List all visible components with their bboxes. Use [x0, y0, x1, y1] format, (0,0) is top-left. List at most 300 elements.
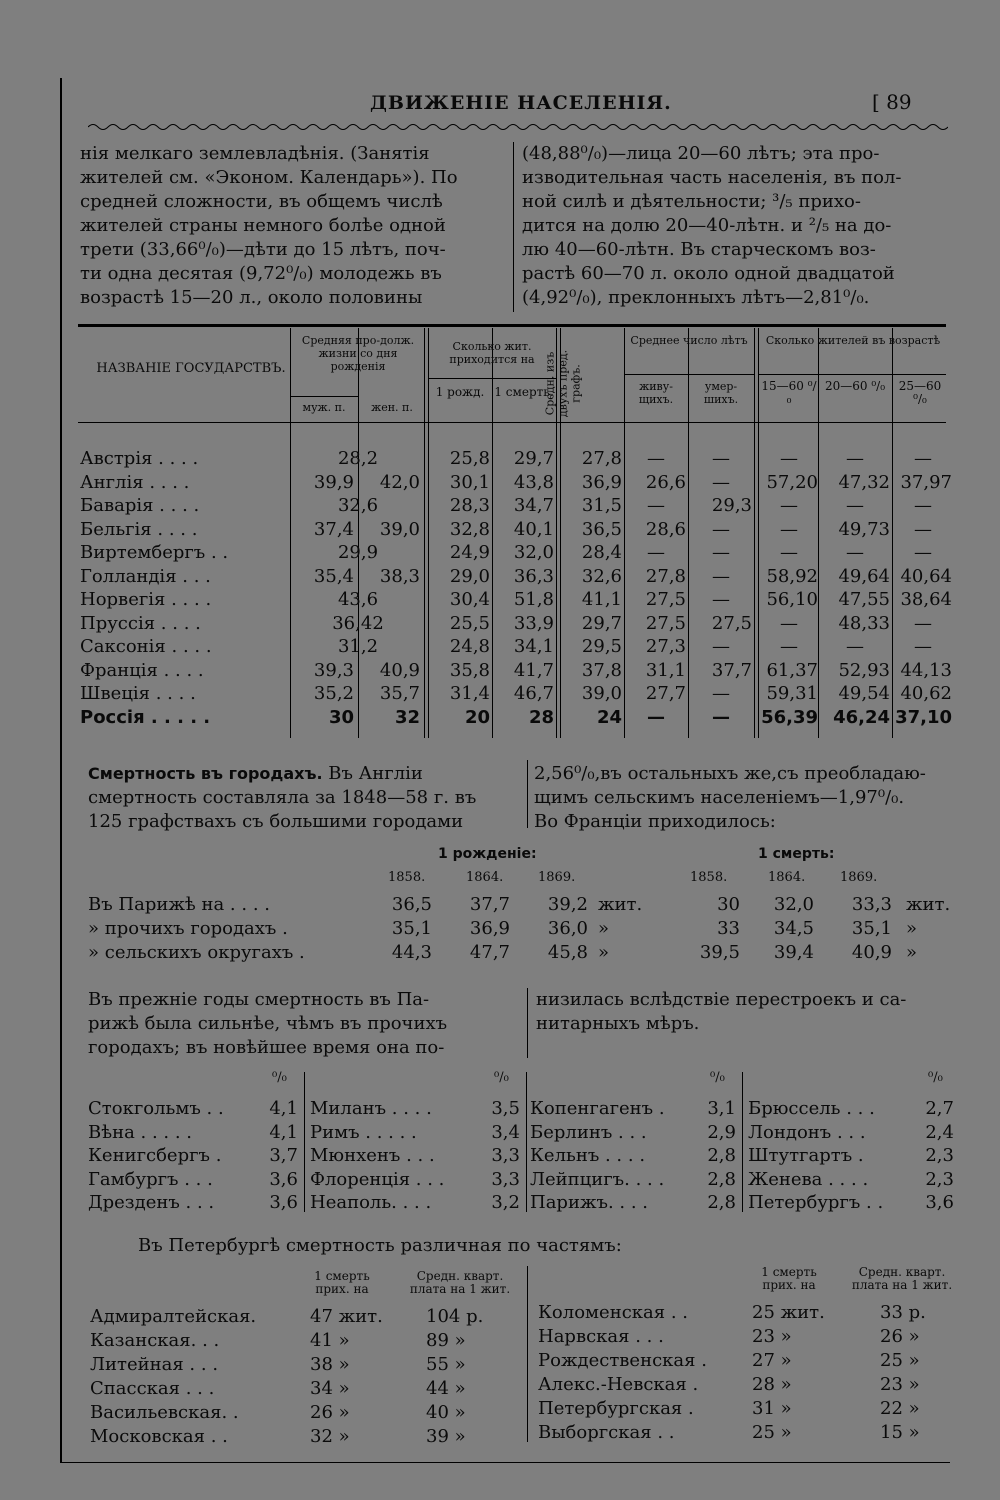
table-cell: 28	[528, 706, 554, 728]
table-cell: —	[712, 589, 730, 610]
city-rate: 3,4	[491, 1121, 520, 1143]
table-cell: »	[598, 918, 610, 939]
column-header-avg: Средн. изъ двухъ пред. графъ.	[543, 349, 583, 418]
table-cell: 61,37	[766, 659, 818, 681]
row-state-name: Баварія . . . .	[80, 495, 200, 516]
page-number: [ 89	[872, 90, 912, 114]
table-cell: 29,5	[581, 636, 622, 657]
mortality-left-column	[88, 762, 476, 834]
text-line: низилась вслѣдствіе перестроекъ и са-	[536, 989, 907, 1010]
table-cell: 36,0	[547, 918, 588, 939]
header-per-death: 1 смерть прих. на	[761, 1265, 817, 1292]
death-ratio: 38 »	[310, 1354, 350, 1375]
table-cell: —	[846, 495, 864, 516]
city-name: Миланъ . . . .	[310, 1098, 432, 1119]
table-cell: 33	[717, 918, 740, 939]
table-cell: 28,4	[581, 542, 622, 563]
column-divider	[513, 142, 514, 312]
rent-value: 40 »	[426, 1402, 466, 1423]
table-cell: 49,64	[838, 565, 890, 587]
text-line: щимъ сельскимъ населеніемъ—1,97⁰/₀.	[534, 787, 905, 808]
table-cell: 34,5	[773, 918, 814, 939]
table-cell: 46,7	[513, 683, 554, 704]
rent-value: 23 »	[880, 1374, 920, 1395]
table-cell: 31,1	[645, 659, 686, 681]
text-line: городахъ; въ новѣйшее время она по-	[88, 1037, 445, 1058]
cell-life-male: 39,9	[313, 471, 354, 493]
table-cell: 32,6	[581, 565, 622, 587]
text-line: дится на долю 20—40-лѣтн. и ²/₅ на до-	[522, 215, 892, 236]
row-label: Въ Парижѣ на . . . .	[88, 894, 270, 915]
table-cell: —	[846, 636, 864, 657]
text-line: ти одна десятая (9,72⁰/₀) молодежь въ	[80, 263, 442, 284]
death-ratio: 27 »	[752, 1350, 792, 1371]
table-cell: —	[712, 518, 730, 540]
table-cell: 25,5	[449, 612, 490, 634]
table-cell: 20	[464, 706, 490, 728]
city-name: Римъ . . . . .	[310, 1121, 417, 1143]
subheader-rule	[758, 374, 946, 375]
column-header-male: муж. п.	[302, 401, 346, 414]
table-cell: 37,8	[581, 659, 622, 681]
death-ratio: 23 »	[752, 1326, 792, 1347]
table-cell: 40,1	[513, 518, 554, 540]
table-column-line	[754, 328, 755, 738]
table-cell: 52,93	[838, 659, 890, 681]
table-cell: 26,6	[645, 471, 686, 493]
city-name: Женева . . . .	[748, 1168, 869, 1190]
row-state-name: Норвегія . . . .	[80, 589, 212, 610]
table-cell: 29,7	[513, 448, 554, 469]
table-cell: 27,5	[711, 612, 752, 634]
table-cell: жит.	[906, 894, 951, 915]
rent-value: 55 »	[426, 1354, 466, 1375]
table-cell: 41,7	[513, 659, 554, 681]
table-cell: 47,32	[838, 471, 890, 493]
city-name: Неаполь. . . .	[310, 1192, 432, 1213]
cell-life-combined: 29,9	[337, 542, 379, 563]
table-cell: 39,2	[547, 894, 588, 915]
table-cell: 48,33	[838, 612, 890, 634]
text-line: нія мелкаго землевладѣнія. (Занятія	[80, 143, 430, 164]
table-cell: —	[846, 448, 864, 469]
city-rate: 2,3	[925, 1145, 954, 1166]
text-line: ной силѣ и дѣятельности; ³/₅ прихо-	[522, 191, 861, 212]
cell-life-female: 39,0	[379, 518, 420, 540]
table-cell: жит.	[598, 894, 643, 915]
table-cell: 28,6	[645, 518, 686, 540]
row-label: » прочихъ городахъ .	[88, 918, 288, 939]
city-name: Мюнхенъ . . .	[310, 1145, 435, 1166]
city-rate: 2,8	[707, 1192, 736, 1213]
table-cell: —	[780, 495, 798, 516]
city-rate: 3,5	[491, 1098, 520, 1119]
city-rate: 2,4	[925, 1121, 954, 1143]
city-name: Брюссель . . .	[748, 1098, 875, 1119]
table-cell: 37,10	[895, 706, 952, 728]
city-rate: 3,7	[269, 1145, 298, 1166]
text-line: Въ прежніе годы смертность въ Па-	[88, 989, 430, 1010]
rent-value: 33 р.	[880, 1302, 926, 1323]
table-cell: —	[914, 636, 932, 657]
lead-heading: Смертность въ городахъ.	[88, 764, 323, 783]
table-cell: —	[780, 612, 798, 634]
subheader-rule	[428, 378, 556, 379]
text-line: рижѣ была сильнѣе, чѣмъ въ прочихъ	[88, 1013, 448, 1034]
cell-life-male: 37,4	[313, 518, 354, 540]
cell-life-female: 42,0	[379, 471, 420, 493]
column-header-life: Средняя про-долж. жизни со дня рожденія	[301, 334, 415, 373]
table-cell: 40,9	[851, 942, 892, 963]
table-cell: 34,7	[513, 495, 554, 516]
column-header-death: 1 смерть.	[494, 385, 554, 399]
paris-right-column	[536, 988, 906, 1036]
table-column-line	[424, 328, 425, 738]
table-cell: 31,5	[581, 495, 622, 516]
wavy-rule	[88, 122, 948, 132]
column-header-name: НАЗВАНІЕ ГОСУДАРСТВЪ.	[96, 361, 286, 376]
text-line	[88, 762, 476, 786]
table-cell: 49,54	[838, 683, 890, 704]
city-name: Вѣна . . . . .	[88, 1121, 193, 1143]
table-cell: 51,8	[513, 589, 554, 610]
table-cell: —	[712, 565, 730, 587]
column-header-age: Сколько жителей въ возрастѣ	[765, 334, 941, 347]
district-name: Алекс.-Невская .	[538, 1374, 699, 1395]
table-cell: 36,9	[469, 918, 510, 939]
header-death: 1 смерть:	[758, 846, 835, 862]
table-cell: 47,7	[469, 942, 510, 963]
year-label: 1869.	[840, 870, 878, 885]
column-header-female: жен. п.	[371, 401, 413, 414]
table-cell: 37,97	[900, 471, 952, 493]
table-cell: 45,8	[547, 942, 588, 963]
text-line: (48,88⁰/₀)—лица 20—60 лѣтъ; эта про-	[522, 143, 880, 164]
city-rate: 3,3	[491, 1168, 520, 1190]
rent-value: 39 »	[426, 1426, 466, 1447]
table-cell: 43,8	[513, 471, 554, 493]
table-cell: 38,64	[900, 589, 952, 610]
table-cell: 33,3	[851, 894, 892, 915]
rent-value: 26 »	[880, 1326, 920, 1347]
row-state-name: Франція . . . .	[80, 659, 204, 681]
row-state-name: Австрія . . . .	[80, 448, 199, 469]
city-name: Кельнъ . . . .	[530, 1145, 646, 1166]
district-name: Коломенская . .	[538, 1302, 688, 1323]
cell-life-female: 35,7	[379, 683, 420, 704]
cell-life-combined: 36,42	[332, 612, 384, 634]
row-state-name: Виртембергъ . .	[80, 542, 229, 563]
table-cell: 35,1	[851, 918, 892, 939]
table-cell: 30,4	[449, 589, 490, 610]
text-line: лю 40—60-лѣтн. Въ старческомъ воз-	[522, 239, 876, 260]
death-ratio: 41 »	[310, 1330, 350, 1351]
city-rate: 2,9	[707, 1121, 736, 1143]
text-line: возрастѣ 15—20 л., около половины	[80, 287, 423, 308]
table-cell: —	[780, 448, 798, 469]
percent-header: ⁰/₀	[494, 1070, 509, 1085]
row-state-name: Швеція . . . .	[80, 683, 196, 704]
city-rate: 4,1	[269, 1121, 298, 1143]
table-cell: 36,3	[513, 565, 554, 587]
cell-life-combined: 28,2	[337, 448, 379, 469]
column-header-15-60: 15—60 ⁰/₀	[761, 379, 817, 406]
cell-life-female: 38,3	[379, 565, 420, 587]
table-cell: 24,9	[449, 542, 490, 563]
table-cell: 36,9	[581, 471, 622, 493]
table-cell: 27,8	[645, 565, 686, 587]
rent-value: 15 »	[880, 1422, 920, 1443]
death-ratio: 31 »	[752, 1398, 792, 1419]
text-line: 2,56⁰/₀,въ остальныхъ же,съ преобладаю-	[534, 763, 926, 784]
table-column-line	[428, 328, 429, 738]
mortality-right-column	[534, 762, 926, 834]
table-cell: 40,64	[900, 565, 952, 587]
cell-life-female: 40,9	[379, 659, 420, 681]
district-name: Литейная . . .	[90, 1354, 219, 1375]
column-header-years: Среднее число лѣтъ	[630, 334, 748, 347]
table-column-line	[624, 328, 625, 738]
district-name: Выборгская . .	[538, 1422, 675, 1443]
table-cell: 40,62	[900, 683, 952, 704]
table-cell: 31,4	[449, 683, 490, 704]
year-label: 1869.	[538, 870, 576, 885]
table-cell: »	[906, 918, 918, 939]
table-cell: 30,1	[449, 471, 490, 493]
header-rule	[78, 422, 946, 423]
table-cell: —	[712, 471, 730, 493]
row-label: » сельскихъ округахъ .	[88, 942, 305, 963]
year-label: 1864.	[466, 870, 504, 885]
text-line: нитарныхъ мѣръ.	[536, 1013, 700, 1034]
table-cell: 39,0	[581, 683, 622, 704]
cell-life-male: 35,4	[313, 565, 354, 587]
table-cell: 36,5	[391, 894, 432, 915]
text-line: смертность составляла за 1848—58 г. въ	[88, 787, 477, 808]
cell-life-combined: 32,6	[337, 495, 379, 516]
table-cell: 47,55	[838, 589, 890, 610]
district-name: Московская . .	[90, 1426, 228, 1447]
column-divider	[527, 1266, 528, 1442]
city-name: Стокгольмъ . .	[88, 1098, 224, 1119]
table-cell: 35,1	[391, 918, 432, 939]
table-top-rule	[78, 324, 946, 327]
table-cell: —	[712, 706, 730, 728]
city-rate: 4,1	[269, 1098, 298, 1119]
page-title: ДВИЖЕНІЕ НАСЕЛЕНІЯ.	[370, 92, 672, 114]
city-rate: 3,3	[491, 1145, 520, 1166]
table-cell: 34,1	[513, 636, 554, 657]
column-divider	[526, 1072, 527, 1212]
table-cell: —	[780, 636, 798, 657]
table-cell: —	[846, 542, 864, 563]
table-cell: 33,9	[513, 612, 554, 634]
table-cell: —	[914, 542, 932, 563]
city-rate: 3,2	[491, 1192, 520, 1213]
city-name: Петербургъ . .	[748, 1192, 884, 1213]
death-ratio: 26 »	[310, 1402, 350, 1423]
city-rate: 2,8	[707, 1168, 736, 1190]
text-line: средней сложности, въ общемъ числѣ	[80, 191, 443, 212]
table-cell: —	[914, 612, 932, 634]
city-name: Штутгартъ .	[748, 1145, 864, 1166]
city-name: Берлинъ . . .	[530, 1121, 647, 1143]
table-cell: 49,73	[838, 518, 890, 540]
death-ratio: 47 жит.	[310, 1306, 383, 1327]
column-header-25-60: 25—60 ⁰/₀	[898, 379, 942, 406]
table-cell: 35,8	[449, 659, 490, 681]
year-label: 1858.	[690, 870, 728, 885]
percent-header: ⁰/₀	[928, 1070, 943, 1085]
death-ratio: 32 »	[310, 1426, 350, 1447]
column-divider	[742, 1072, 743, 1212]
rent-value: 89 »	[426, 1330, 466, 1351]
table-column-line	[290, 328, 291, 738]
cell-life-female: 32	[394, 706, 420, 728]
column-divider	[527, 760, 528, 828]
rent-value: 25 »	[880, 1350, 920, 1371]
city-rate: 3,6	[925, 1192, 954, 1213]
table-cell: —	[647, 706, 665, 728]
city-name: Флоренція . . .	[310, 1168, 445, 1190]
subheader-rule	[624, 374, 754, 375]
table-cell: —	[647, 495, 665, 516]
table-cell: 44,3	[391, 942, 432, 963]
table-cell: 24	[596, 706, 622, 728]
table-cell: —	[647, 542, 665, 563]
city-name: Лейпцигъ. . . .	[530, 1168, 665, 1190]
rent-value: 104 р.	[426, 1306, 484, 1327]
city-name: Парижъ. . . .	[530, 1192, 649, 1213]
city-name: Кенигсбергъ .	[88, 1145, 222, 1166]
district-name: Адмиралтейская.	[90, 1306, 257, 1327]
city-rate: 2,3	[925, 1168, 954, 1190]
district-name: Васильевская. .	[90, 1402, 239, 1423]
header-per-death: 1 смерть прих. на	[314, 1269, 370, 1296]
death-ratio: 34 »	[310, 1378, 350, 1399]
table-cell: 57,20	[766, 471, 818, 493]
row-state-name: Саксонія . . . .	[80, 636, 212, 657]
row-state-name: Англія . . . .	[80, 471, 190, 493]
table-column-line	[358, 328, 359, 738]
city-rate: 3,6	[269, 1168, 298, 1190]
table-cell: —	[712, 683, 730, 704]
table-cell: »	[906, 942, 918, 963]
death-ratio: 25 »	[752, 1422, 792, 1443]
table-cell: 39,4	[773, 942, 814, 963]
table-cell: 39,5	[699, 942, 740, 963]
row-state-name: Бельгія . . . .	[80, 518, 198, 540]
text-line: (4,92⁰/₀), преклонныхъ лѣтъ—2,81⁰/₀.	[522, 287, 870, 308]
header-rent: Средн. кварт. плата на 1 жит.	[851, 1265, 953, 1292]
table-cell: 56,10	[766, 589, 818, 610]
table-cell: 37,7	[711, 659, 752, 681]
table-cell: 30	[717, 894, 740, 915]
table-cell: »	[598, 942, 610, 963]
table-cell: —	[712, 542, 730, 563]
rent-value: 22 »	[880, 1398, 920, 1419]
paris-left-column	[88, 988, 447, 1060]
table-cell: 59,31	[766, 683, 818, 704]
table-cell: 27,5	[645, 612, 686, 634]
table-cell: 41,1	[581, 589, 622, 610]
text-line: жителей см. «Эконом. Календарь»). По	[80, 167, 458, 188]
table-column-line	[758, 328, 759, 738]
district-name: Казанская. . .	[90, 1330, 220, 1351]
column-header-living: живу-щихъ.	[638, 380, 674, 406]
table-cell: 32,0	[513, 542, 554, 563]
table-cell: 29,3	[711, 495, 752, 516]
percent-header: ⁰/₀	[272, 1070, 287, 1085]
table-cell: 44,13	[900, 659, 952, 681]
table-cell: —	[780, 542, 798, 563]
cell-life-combined: 43,6	[337, 589, 379, 610]
cell-life-male: 39,3	[313, 659, 354, 681]
table-cell: —	[712, 636, 730, 657]
city-name: Гамбургъ . . .	[88, 1168, 213, 1190]
table-column-line	[892, 328, 893, 738]
table-cell: 56,39	[761, 706, 818, 728]
city-rate: 3,1	[707, 1098, 736, 1119]
table-cell: 29,0	[449, 565, 490, 587]
table-column-line	[818, 328, 819, 738]
rent-value: 44 »	[426, 1378, 466, 1399]
city-rate: 2,8	[707, 1145, 736, 1166]
header-rent: Средн. кварт. плата на 1 жит.	[409, 1269, 511, 1296]
text-line: изводительная часть населенія, въ пол-	[522, 167, 902, 188]
text-line: жителей страны немного болѣе одной	[80, 215, 446, 236]
spb-title: Въ Петербургѣ смертность различная по частямъ:	[138, 1235, 622, 1256]
column-divider	[304, 1072, 305, 1212]
text-span: Въ Англіи	[322, 763, 423, 784]
column-divider	[527, 988, 528, 1058]
table-cell: —	[647, 448, 665, 469]
city-rate: 3,6	[269, 1192, 298, 1213]
cell-life-male: 30	[328, 706, 354, 728]
table-cell: 37,7	[469, 894, 510, 915]
district-name: Спасская . . .	[90, 1378, 215, 1399]
table-cell: 32,0	[773, 894, 814, 915]
table-cell: 27,8	[581, 448, 622, 469]
table-cell: 32,8	[449, 518, 490, 540]
table-cell: —	[712, 448, 730, 469]
text-line: растѣ 60—70 л. около одной двадцатой	[522, 263, 895, 284]
city-rate: 2,7	[925, 1098, 954, 1119]
table-cell: 58,92	[766, 565, 818, 587]
column-header-dead: умер-шихъ.	[703, 380, 739, 406]
row-state-name: Голландія . . .	[80, 565, 211, 587]
text-line: Во Франціи приходилось:	[534, 811, 776, 832]
year-label: 1864.	[768, 870, 806, 885]
table-cell: 27,5	[645, 589, 686, 610]
header-birth: 1 рожденіе:	[438, 846, 537, 862]
death-ratio: 28 »	[752, 1374, 792, 1395]
text-line: 125 графствахъ съ большими городами	[88, 811, 464, 832]
column-header-birth: 1 рожд.	[435, 385, 485, 399]
column-header-20-60: 20—60 ⁰/₀	[824, 379, 886, 393]
death-ratio: 25 жит.	[752, 1302, 825, 1323]
table-cell: 46,24	[833, 706, 890, 728]
district-name: Петербургская .	[538, 1398, 694, 1419]
table-cell: —	[914, 448, 932, 469]
intro-right-column	[522, 142, 901, 310]
table-cell: 29,7	[581, 612, 622, 634]
table-cell: 27,3	[645, 636, 686, 657]
district-name: Рождественская .	[538, 1350, 707, 1371]
city-name: Лондонъ . . .	[748, 1121, 866, 1143]
table-cell: —	[914, 495, 932, 516]
cell-life-male: 35,2	[313, 683, 354, 704]
